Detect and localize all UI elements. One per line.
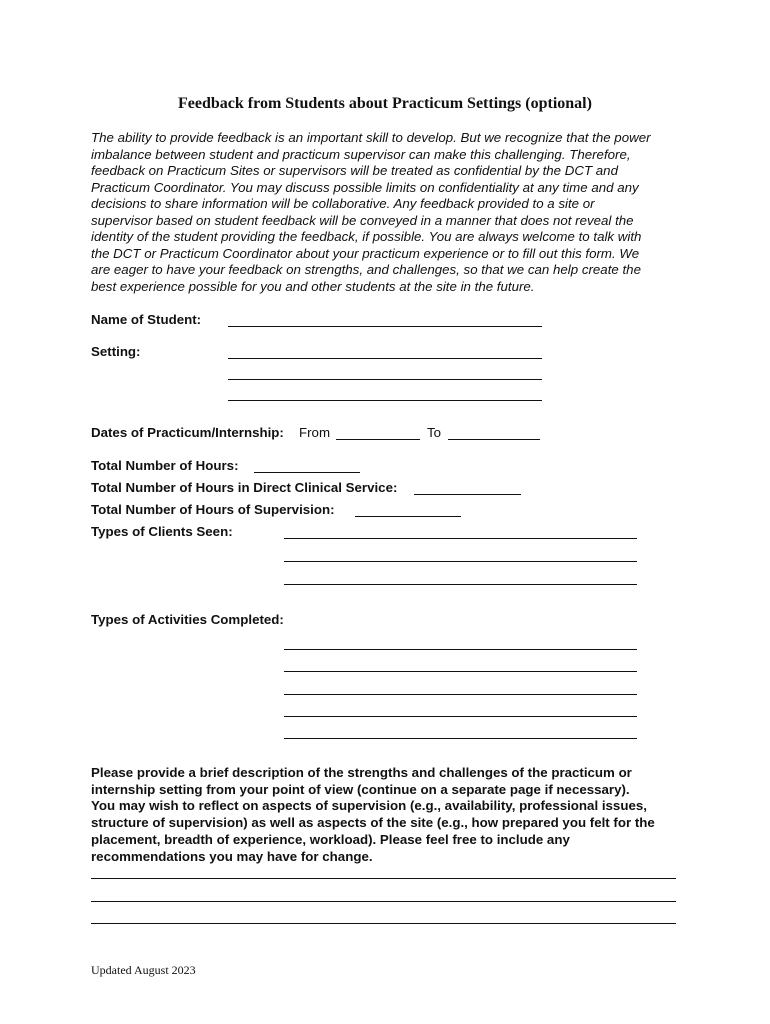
- direct-hours-label: Total Number of Hours in Direct Clinical Service:: [91, 480, 398, 495]
- from-date-field[interactable]: [336, 425, 420, 440]
- description-line: internship setting from your point of view (continue on a separate page if necessary).: [91, 781, 630, 797]
- footer-updated-date: Updated August 2023: [91, 963, 196, 977]
- intro-line: The ability to provide feedback is an important skill to develop. But we recognize that the power: [91, 130, 651, 145]
- page-title: Feedback from Students about Practicum Settings (optional): [178, 95, 592, 112]
- intro-line: supervisor based on student feedback will be conveyed in a manner that does not reveal the: [91, 212, 634, 228]
- total-hours-field[interactable]: [254, 458, 360, 473]
- clients-field-line-3[interactable]: [284, 570, 637, 585]
- intro-paragraph: [91, 130, 691, 295]
- intro-line: best experience possible for you and other students at the site in the future.: [91, 278, 535, 294]
- description-line: Please provide a brief description of the strengths and challenges of the practicum or: [91, 765, 632, 780]
- description-prompt: [91, 765, 691, 865]
- activities-label: Types of Activities Completed:: [91, 612, 284, 627]
- intro-line: feedback on Practicum Sites or supervisors will be treated as confidential by the DCT and: [91, 163, 618, 178]
- direct-hours-field[interactable]: [414, 480, 521, 495]
- description-line: placement, breadth of experience, workload). Please feel free to include any: [91, 831, 570, 847]
- dates-label: Dates of Practicum/Internship:: [91, 425, 284, 440]
- setting-field-line-3[interactable]: [228, 386, 542, 401]
- activities-field-line-2[interactable]: [284, 657, 637, 672]
- setting-label: Setting:: [91, 344, 141, 359]
- description-line: recommendations you may have for change.: [91, 848, 373, 864]
- activities-field-line-5[interactable]: [284, 724, 637, 739]
- setting-field-line-1[interactable]: [228, 344, 542, 359]
- name-of-student-field[interactable]: [228, 312, 542, 327]
- total-hours-label: Total Number of Hours:: [91, 458, 239, 473]
- intro-line: the DCT or Practicum Coordinator about your practicum experience or to fill out this form. We: [91, 245, 640, 261]
- to-date-field[interactable]: [448, 425, 540, 440]
- clients-field-line-2[interactable]: [284, 547, 637, 562]
- description-field-line-3[interactable]: [91, 909, 676, 924]
- activities-field-line-1[interactable]: [284, 635, 637, 650]
- description-line: structure of supervision) as well as aspects of the site (e.g., how prepared you felt for the: [91, 815, 655, 831]
- description-line: You may wish to reflect on aspects of supervision (e.g., availability, professional issues,: [91, 798, 647, 814]
- supervision-hours-field[interactable]: [355, 502, 461, 517]
- setting-field-line-2[interactable]: [228, 365, 542, 380]
- activities-field-line-4[interactable]: [284, 702, 637, 717]
- intro-line: decisions to share information will be collaborative. Any feedback provided to a site or: [91, 196, 595, 211]
- description-field-line-1[interactable]: [91, 864, 676, 879]
- intro-line: identity of the student providing the feedback, if possible. You are always welcome to talk with: [91, 229, 642, 244]
- clients-field-line-1[interactable]: [284, 524, 637, 539]
- to-label: To: [427, 425, 442, 440]
- clients-label: Types of Clients Seen:: [91, 524, 233, 539]
- intro-line: are eager to have your feedback on strengths, and challenges, so that we can help create the: [91, 262, 641, 277]
- from-label: From: [299, 425, 331, 440]
- intro-line: imbalance between student and practicum supervisor can make this challenging. Therefore,: [91, 146, 631, 162]
- activities-field-line-3[interactable]: [284, 680, 637, 695]
- description-field-line-2[interactable]: [91, 887, 676, 902]
- supervision-hours-label: Total Number of Hours of Supervision:: [91, 502, 335, 517]
- name-of-student-label: Name of Student:: [91, 312, 202, 327]
- intro-line: Practicum Coordinator. You may discuss possible limits on confidentiality at any time and any: [91, 179, 639, 195]
